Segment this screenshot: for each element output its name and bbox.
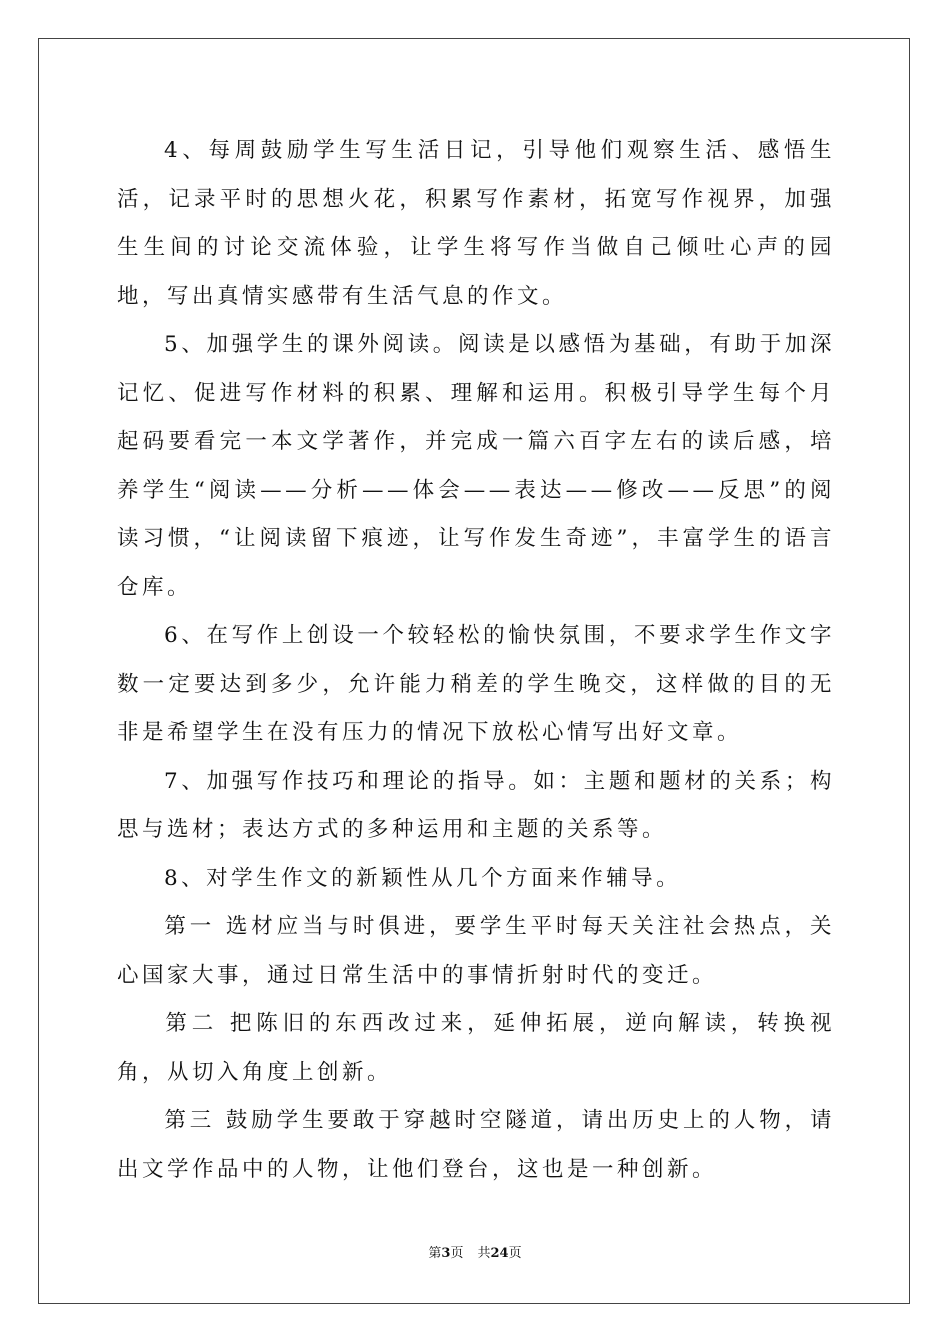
paragraph-text: 4、每周鼓励学生写生活日记，引导他们观察生活、感悟生活，记录平时的思想火花，积累写作素材，拓宽写作视界，加强生生间的讨论交流体验，让学生将写作当做自己倾吐心声的园地，写出真情实感带有生活气息的作文。 [117,138,835,309]
paragraph-text: 6、在写作上创设一个较轻松的愉快氛围，不要求学生作文字数一定要达到多少，允许能力稍差的学生晚交，这样做的目的无非是希望学生在没有压力的情况下放松心情写出好文章。 [117,623,835,745]
paragraph-text: 5、加强学生的课外阅读。阅读是以感悟为基础，有助于加深记忆、促进写作材料的积累、理解和运用。积极引导学生每个月起码要看完一本文学著作，并完成一篇六百字左右的读后感，培养学生“阅读——分析——体会——表达——修改——反思”的阅读习惯，“让阅读留下痕迹，让写作发生奇迹”，丰富学生的语言仓库。 [117,332,835,600]
paragraph-text: 第三 鼓励学生要敢于穿越时空隧道，请出历史上的人物，请出文学作品中的人物，让他们登台，这也是一种创新。 [117,1108,835,1182]
page-prefix: 第 [428,1246,442,1261]
paragraph-7 [117,758,835,855]
page-footer [0,1246,950,1262]
paragraph-4 [117,127,835,321]
paragraph-text: 第一 选材应当与时俱进，要学生平时每天关注社会热点，关心国家大事，通过日常生活中的事情折射时代的变迁。 [117,914,835,988]
total-prefix: 共 [477,1246,491,1261]
paragraph-first [117,903,835,1000]
total-pages: 24 [490,1246,509,1261]
paragraph-text: 7、加强写作技巧和理论的指导。如：主题和题材的关系；构思与选材；表达方式的多种运用和主题的关系等。 [117,768,835,842]
page-number: 3 [441,1246,451,1261]
paragraph-8 [117,855,835,904]
paragraph-second [117,1000,835,1097]
paragraph-6 [117,612,835,758]
total-suffix: 页 [508,1246,522,1261]
page-suffix: 页 [450,1246,464,1261]
document-body [117,127,835,1194]
paragraph-text: 第二 把陈旧的东西改过来，延伸拓展，逆向解读，转换视角，从切入角度上创新。 [117,1011,835,1085]
paragraph-third [117,1097,835,1194]
paragraph-text: 8、对学生作文的新颖性从几个方面来作辅导。 [164,865,682,891]
paragraph-5 [117,321,835,612]
